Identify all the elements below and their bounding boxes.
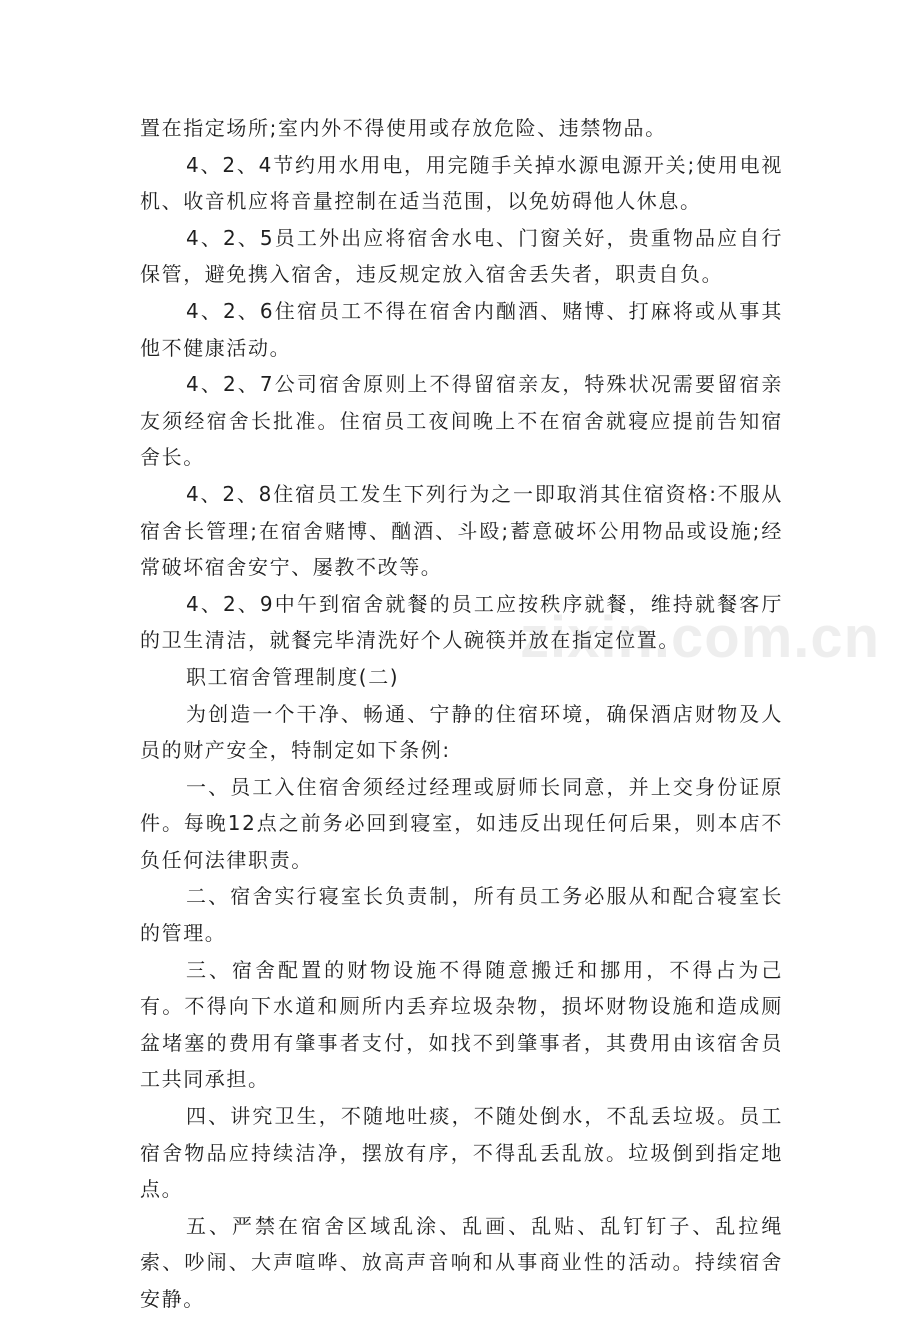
paragraph-intro: 为创造一个干净、畅通、宁静的住宿环境，确保酒店财物及人员的财产安全，特制定如下条例: bbox=[140, 701, 783, 763]
paragraph-6: 4、2、8住宿员工发生下列行为之一即取消其住宿资格:不服从宿舍长管理;在宿舍赌博、酗酒、斗殴;蓄意破坏公用物品或设施;经常破坏宿舍安宁、屡教不改等。 bbox=[140, 481, 783, 580]
paragraph-3: 4、2、5员工外出应将宿舍水电、门窗关好，贵重物品应自行保管，避免携入宿舍，违反规定放入宿舍丢失者，职责自负。 bbox=[140, 225, 783, 287]
rule-2: 二、宿舍实行寝室长负责制，所有员工务必服从和配合寝室长的管理。 bbox=[140, 884, 783, 946]
rule-4: 四、讲究卫生，不随地吐痰，不随处倒水，不乱丢垃圾。员工宿舍物品应持续洁净，摆放有序，不得乱丢乱放。垃圾倒到指定地点。 bbox=[140, 1104, 783, 1202]
rule-1: 一、员工入住宿舍须经过经理或厨师长同意，并上交身份证原件。每晚12点之前务必回到寝室，如违反出现任何后果，则本店不负任何法律职责。 bbox=[140, 774, 783, 872]
rule-5: 五、严禁在宿舍区域乱涂、乱画、乱贴、乱钉钉子、乱拉绳索、吵闹、大声喧哗、放高声音响和从事商业性的活动。持续宿舍安静。 bbox=[140, 1213, 783, 1311]
section-heading: 职工宿舍管理制度(二) bbox=[186, 664, 400, 689]
paragraph-1: 置在指定场所;室内外不得使用或存放危险、违禁物品。 bbox=[140, 116, 667, 140]
document-body bbox=[140, 110, 783, 1318]
paragraph-7: 4、2、9中午到宿舍就餐的员工应按秩序就餐，维持就餐客厅的卫生清洁，就餐完毕清洗好个人碗筷并放在指定位置。 bbox=[140, 591, 783, 653]
paragraph-2: 4、2、4节约用水用电，用完随手关掉水源电源开关;使用电视机、收音机应将音量控制在适当范围，以免妨碍他人休息。 bbox=[140, 152, 783, 214]
paragraph-5: 4、2、7公司宿舍原则上不得留宿亲友，特殊状况需要留宿亲友须经宿舍长批准。住宿员工夜间晚上不在宿舍就寝应提前告知宿舍长。 bbox=[140, 372, 783, 470]
rule-3: 三、宿舍配置的财物设施不得随意搬迁和挪用，不得占为己有。不得向下水道和厕所内丢弃垃圾杂物，损坏财物设施和造成厕盆堵塞的费用有肇事者支付，如找不到肇事者，其费用由该宿舍员工共同承担。 bbox=[140, 957, 783, 1092]
watermark: zixin.com.cn bbox=[520, 605, 881, 670]
paragraph-4: 4、2、6住宿员工不得在宿舍内酗酒、赌博、打麻将或从事其他不健康活动。 bbox=[140, 298, 783, 360]
